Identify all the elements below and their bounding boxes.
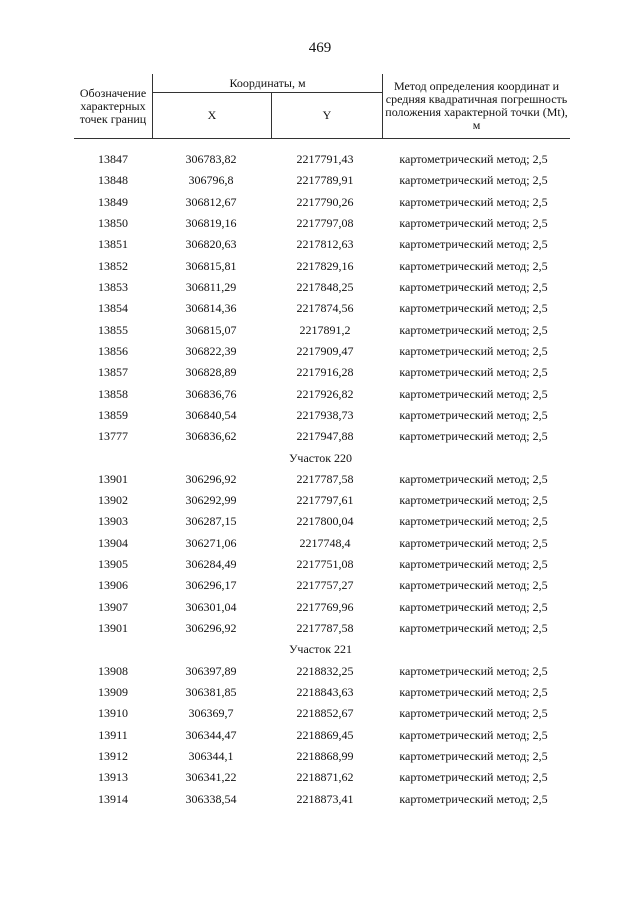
- cell-x: 306338,54: [185, 791, 237, 806]
- cell-y: 2217874,56: [296, 301, 354, 316]
- cell-point: 13855: [98, 322, 128, 337]
- table-row: [74, 298, 567, 319]
- table-row: [74, 405, 567, 426]
- table-row: [74, 661, 567, 682]
- table-row: [74, 788, 567, 809]
- table-row: [74, 149, 567, 170]
- table-row: [74, 575, 567, 596]
- cell-point: 13903: [98, 514, 128, 529]
- cell-x: 306301,04: [185, 599, 237, 614]
- cell-method: картометрический метод; 2,5: [399, 578, 548, 593]
- table-row: [74, 597, 567, 618]
- cell-point: 13913: [98, 770, 128, 785]
- cell-y: 2217916,28: [296, 365, 354, 380]
- cell-x: 306344,47: [185, 727, 237, 742]
- cell-x: 306822,39: [185, 343, 237, 358]
- cell-y: 2217790,26: [296, 194, 354, 209]
- table-row: [74, 618, 567, 639]
- cell-point: 13777: [98, 429, 128, 444]
- cell-y: 2217800,04: [296, 514, 354, 529]
- cell-method: картометрический метод; 2,5: [399, 386, 548, 401]
- cell-y: 2217909,47: [296, 343, 354, 358]
- table-row: [74, 703, 567, 724]
- table-row: [74, 682, 567, 703]
- cell-point: 13850: [98, 216, 128, 231]
- table-row: [74, 533, 567, 554]
- section-heading: Участок 220: [288, 450, 353, 465]
- cell-method: картометрический метод; 2,5: [399, 621, 548, 636]
- cell-point: 13857: [98, 365, 128, 380]
- cell-method: картометрический метод; 2,5: [399, 770, 548, 785]
- cell-x: 306820,63: [185, 237, 237, 252]
- cell-y: 2218843,63: [296, 684, 354, 699]
- table-row: [74, 746, 567, 767]
- cell-y: 2218852,67: [296, 706, 354, 721]
- section-heading: Участок 221: [288, 642, 353, 657]
- cell-point: 13901: [98, 621, 128, 636]
- cell-y: 2217848,25: [296, 280, 354, 295]
- table-row: [74, 554, 567, 575]
- cell-y: 2217926,82: [296, 386, 354, 401]
- cell-x: 306341,22: [185, 770, 237, 785]
- cell-method: картометрический метод; 2,5: [399, 152, 548, 167]
- cell-y: 2217751,08: [296, 557, 354, 572]
- cell-x: 306292,99: [185, 493, 237, 508]
- cell-point: 13848: [98, 173, 128, 188]
- cell-y: 2217938,73: [296, 407, 354, 422]
- cell-method: картометрический метод; 2,5: [399, 663, 548, 678]
- cell-point: 13852: [98, 258, 128, 273]
- cell-point: 13905: [98, 557, 128, 572]
- cell-y: 2217787,58: [296, 621, 354, 636]
- cell-x: 306819,16: [185, 216, 237, 231]
- table-row: [74, 724, 567, 745]
- cell-x: 306344,1: [188, 748, 234, 763]
- header-point-designation: Обозначение характерных точек границ: [74, 74, 153, 139]
- cell-x: 306271,06: [185, 535, 237, 550]
- cell-y: 2217789,91: [296, 173, 354, 188]
- cell-method: картометрический метод; 2,5: [399, 535, 548, 550]
- cell-point: 13856: [98, 343, 128, 358]
- table-row: [74, 362, 567, 383]
- table-row: [74, 277, 567, 298]
- cell-y: 2217748,4: [299, 535, 351, 550]
- cell-x: 306296,92: [185, 621, 237, 636]
- header-x: X: [153, 93, 272, 139]
- cell-x: 306836,62: [185, 429, 237, 444]
- cell-y: 2217791,43: [296, 152, 354, 167]
- cell-point: 13911: [98, 727, 128, 742]
- cell-x: 306284,49: [185, 557, 237, 572]
- table-row: [74, 170, 567, 191]
- cell-x: 306397,89: [185, 663, 237, 678]
- cell-y: 2217812,63: [296, 237, 354, 252]
- table-row: [74, 234, 567, 255]
- cell-y: 2217797,08: [296, 216, 354, 231]
- page-number: 469: [308, 40, 332, 56]
- cell-y: 2217947,88: [296, 429, 354, 444]
- cell-method: картометрический метод; 2,5: [399, 748, 548, 763]
- cell-point: 13854: [98, 301, 128, 316]
- cell-method: картометрический метод; 2,5: [399, 471, 548, 486]
- cell-y: 2217829,16: [296, 258, 354, 273]
- table-row: [74, 383, 567, 404]
- cell-point: 13914: [98, 791, 128, 806]
- cell-method: картометрический метод; 2,5: [399, 280, 548, 295]
- cell-point: 13853: [98, 280, 128, 295]
- cell-y: 2217769,96: [296, 599, 354, 614]
- cell-point: 13902: [98, 493, 128, 508]
- cell-x: 306840,54: [185, 407, 237, 422]
- cell-y: 2217891,2: [299, 322, 351, 337]
- cell-point: 13912: [98, 748, 128, 763]
- cell-method: картометрический метод; 2,5: [399, 237, 548, 252]
- cell-x: 306783,82: [185, 152, 237, 167]
- cell-x: 306815,81: [185, 258, 237, 273]
- cell-point: 13849: [98, 194, 128, 209]
- cell-point: 13858: [98, 386, 128, 401]
- cell-method: картометрический метод; 2,5: [399, 557, 548, 572]
- cell-method: картометрический метод; 2,5: [399, 322, 548, 337]
- cell-point: 13904: [98, 535, 128, 550]
- table-row: [74, 341, 567, 362]
- table-row: [74, 213, 567, 234]
- cell-method: картометрический метод; 2,5: [399, 365, 548, 380]
- cell-method: картометрический метод; 2,5: [399, 429, 548, 444]
- cell-point: 13907: [98, 599, 128, 614]
- cell-point: 13847: [98, 152, 128, 167]
- cell-method: картометрический метод; 2,5: [399, 706, 548, 721]
- table-row: [74, 490, 567, 511]
- table-row: [74, 256, 567, 277]
- table-row: [74, 320, 567, 341]
- cell-y: 2218832,25: [296, 663, 354, 678]
- cell-y: 2217787,58: [296, 471, 354, 486]
- cell-y: 2217797,61: [296, 493, 354, 508]
- header-y: Y: [272, 93, 383, 139]
- cell-x: 306814,36: [185, 301, 237, 316]
- cell-x: 306796,8: [188, 173, 234, 188]
- cell-x: 306287,15: [185, 514, 237, 529]
- table-row: [74, 767, 567, 788]
- cell-point: 13908: [98, 663, 128, 678]
- cell-point: 13859: [98, 407, 128, 422]
- cell-y: 2217757,27: [296, 578, 354, 593]
- cell-point: 13906: [98, 578, 128, 593]
- table-row: [74, 469, 567, 490]
- cell-y: 2218869,45: [296, 727, 354, 742]
- cell-x: 306815,07: [185, 322, 237, 337]
- table-row: [74, 511, 567, 532]
- cell-x: 306811,29: [185, 280, 237, 295]
- cell-method: картометрический метод; 2,5: [399, 791, 548, 806]
- cell-x: 306296,92: [185, 471, 237, 486]
- cell-x: 306836,76: [185, 386, 237, 401]
- cell-y: 2218868,99: [296, 748, 354, 763]
- cell-point: 13909: [98, 684, 128, 699]
- cell-method: картометрический метод; 2,5: [399, 727, 548, 742]
- cell-method: картометрический метод; 2,5: [399, 493, 548, 508]
- cell-y: 2218871,62: [296, 770, 354, 785]
- header-method: Метод определения координат и средняя квадратичная погрешность положения характерной точки (Mt), м: [383, 74, 571, 139]
- table-header: [74, 74, 570, 139]
- cell-x: 306828,89: [185, 365, 237, 380]
- table-body: [74, 149, 567, 810]
- header-coordinates: Координаты, м: [153, 74, 383, 93]
- cell-point: 13910: [98, 706, 128, 721]
- cell-method: картометрический метод; 2,5: [399, 173, 548, 188]
- cell-x: 306369,7: [188, 706, 234, 721]
- cell-method: картометрический метод; 2,5: [399, 684, 548, 699]
- cell-x: 306381,85: [185, 684, 237, 699]
- table-row: [74, 426, 567, 447]
- cell-method: картометрический метод; 2,5: [399, 216, 548, 231]
- cell-method: картометрический метод; 2,5: [399, 258, 548, 273]
- cell-method: картометрический метод; 2,5: [399, 599, 548, 614]
- cell-x: 306812,67: [185, 194, 237, 209]
- cell-point: 13851: [98, 237, 128, 252]
- cell-method: картометрический метод; 2,5: [399, 343, 548, 358]
- cell-point: 13901: [98, 471, 128, 486]
- table-row: [74, 192, 567, 213]
- cell-method: картометрический метод; 2,5: [399, 194, 548, 209]
- cell-x: 306296,17: [185, 578, 237, 593]
- cell-method: картометрический метод; 2,5: [399, 301, 548, 316]
- cell-method: картометрический метод; 2,5: [399, 514, 548, 529]
- cell-method: картометрический метод; 2,5: [399, 407, 548, 422]
- cell-y: 2218873,41: [296, 791, 354, 806]
